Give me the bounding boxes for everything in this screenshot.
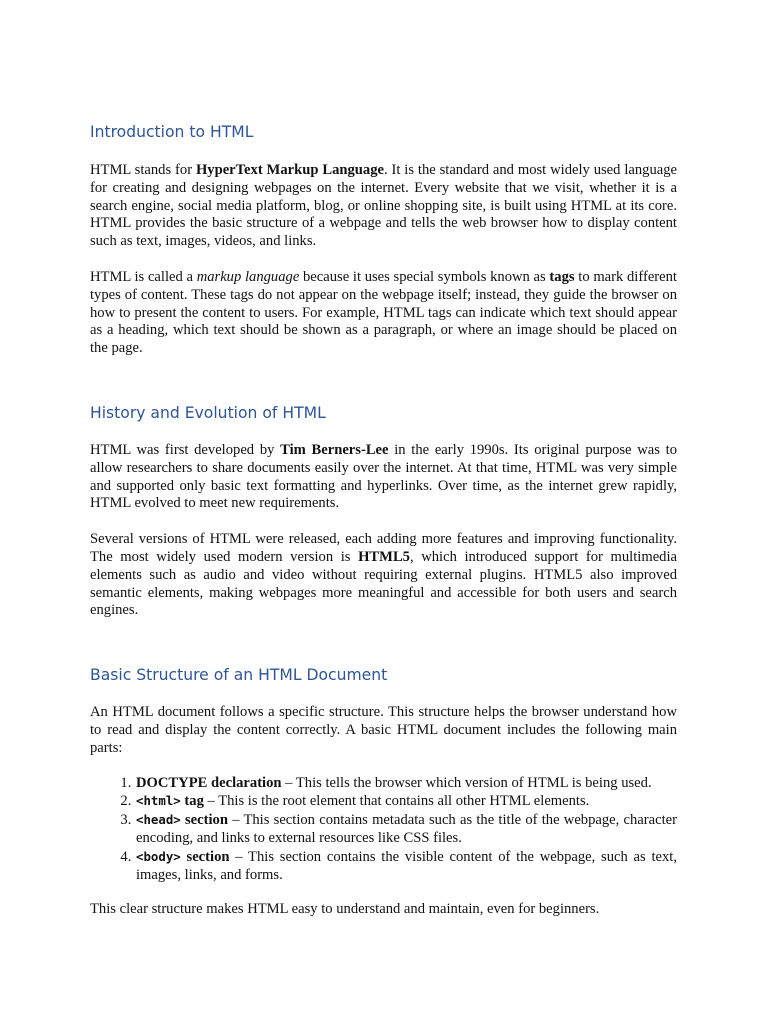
- section-heading-structure: Basic Structure of an HTML Document: [90, 666, 388, 685]
- list-item: 1. DOCTYPE declaration – This tells the browser which version of HTML is being used.: [135, 775, 677, 793]
- term-markup-language: markup language: [196, 268, 300, 285]
- list-item: 4. <body> section – This section contains the visible content of the webpage, such as text, images, links, and forms.: [135, 848, 677, 885]
- history-paragraph-2: Several versions of HTML were released, each adding more features and improving functionality. The most widely used modern version is HTML5, which introduced support for multimedia elements such as audio and video without requiring external plugins. HTML5 also improved semantic elements, making webpages more meaningful and accessible for both users and search engines.: [90, 531, 677, 619]
- document-body: [90, 122, 677, 919]
- section-heading-history: History and Evolution of HTML: [90, 403, 326, 422]
- history-paragraph-1: HTML was first developed by Tim Berners-Lee in the early 1990s. Its original purpose was to allow researchers to share documents easily over the internet. At that time, HTML was very simple and supported only basic text formatting and hyperlinks. Over time, as the internet grew rapidly, HTML evolved to meet new requirements.: [90, 441, 677, 512]
- structure-list: [90, 775, 677, 885]
- list-item: 3. <head> section – This section contains metadata such as the title of the webpage, character encoding, and links to external resources like CSS files.: [135, 811, 677, 848]
- section-heading-introduction: Introduction to HTML: [90, 123, 254, 141]
- term-tim-berners-lee: Tim Berners-Lee: [280, 441, 389, 458]
- intro-paragraph-2: HTML is called a markup language because it uses special symbols known as tags to mark different types of content. These tags do not appear on the webpage itself; instead, they guide the browser on how to present the content to users. For example, HTML tags can indicate which text should appear as a heading, which text should be shown as a paragraph, or where an image should be placed on the page.: [90, 268, 677, 357]
- list-item: 2. <html> tag – This is the root element that contains all other HTML elements.: [135, 792, 677, 811]
- intro-paragraph-1: HTML stands for HyperText Markup Language. It is the standard and most widely used language for creating and designing webpages on the internet. Every website that we visit, whether it is a search engine, social media platform, blog, or online shopping site, is built using HTML at its core. HTML provides the basic structure of a webpage and tells the web browser how to display content such as text, images, videos, and links.: [90, 162, 678, 250]
- structure-closing-paragraph: This clear structure makes HTML easy to understand and maintain, even for beginners.: [90, 901, 600, 918]
- term-html5: HTML5: [358, 548, 410, 565]
- structure-intro-paragraph: An HTML document follows a specific structure. This structure helps the browser understand how to read and display the content correctly. A basic HTML document includes the following main parts:: [90, 704, 677, 756]
- term-tags: tags: [549, 268, 575, 285]
- term-hypertext-markup-language: HyperText Markup Language: [195, 162, 384, 178]
